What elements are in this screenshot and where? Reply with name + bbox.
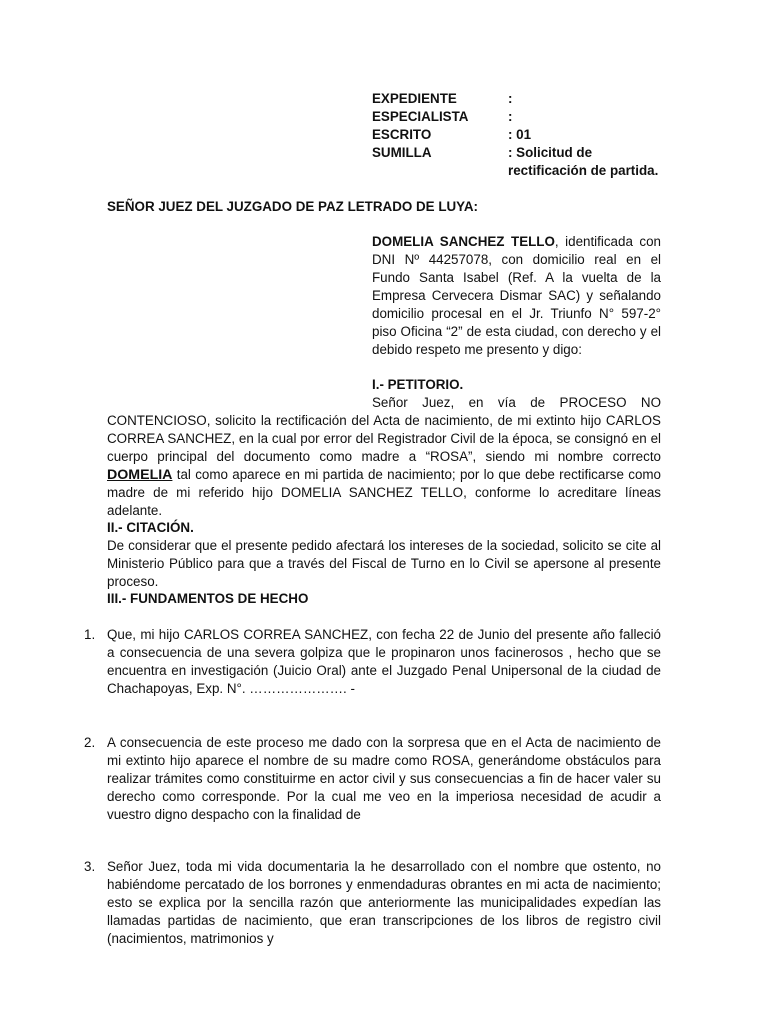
list-text: Que, mi hijo CARLOS CORREA SANCHEZ, con fecha 22 de Junio del presente año falleció a consecuencia de una severa golpiza que le propinaron unos facinerosos , hecho que se encuentra en investigación (Juicio Oral) ante el Juzgado Penal Unipersonal de la ciudad de Chachapoyas, Exp. N°. …………………. -: [107, 627, 661, 696]
petitorio-text-b: tal como aparece en mi partida de nacimiento; por lo que debe rectificarse como madre de mi referido hijo DOMELIA SANCHEZ TELLO, conforme lo acreditare líneas adelante.: [107, 467, 661, 518]
petitorio-first-line: Señor Juez, en vía de PROCESO NO: [372, 395, 661, 410]
addressee: SEÑOR JUEZ DEL JUZGADO DE PAZ LETRADO DE LUYA:: [107, 199, 479, 214]
header-row-especialista: [372, 108, 672, 126]
header-label: ESPECIALISTA: [372, 109, 469, 124]
list-number: 1.: [84, 627, 96, 642]
section-title-citacion: II.- CITACIÓN.: [107, 520, 194, 535]
header-label: ESCRITO: [372, 127, 432, 142]
header-value: : 01: [508, 127, 532, 142]
list-item: [84, 626, 664, 698]
list-item: [84, 734, 664, 824]
header-value: : Solicitud de rectificación de partida.: [508, 145, 659, 178]
section-title-fundamentos: III.- FUNDAMENTOS DE HECHO: [107, 591, 309, 606]
header-value: :: [508, 91, 513, 106]
section-title-petitorio: I.- PETITORIO.: [372, 377, 464, 392]
list-item: [84, 858, 664, 948]
petitorio-highlight: DOMELIA: [107, 467, 173, 483]
list-number: 2.: [84, 735, 96, 750]
list-number: 3.: [84, 859, 96, 874]
intro-paragraph: [372, 233, 661, 359]
list-text: Señor Juez, toda mi vida documentaria la he desarrollado con el nombre que ostento, no habiéndome percatado de los borrones y enmendaduras obrantes en mi acta de nacimiento; esto se explica por la sencilla razón que anteriormente las municipalidades expedían las llamadas partidas de nacimiento, que eran transcripciones de los libros de registro civil (nacimientos, matrimonios y: [107, 859, 661, 946]
header-value: :: [508, 109, 513, 124]
header-row-sumilla: [372, 144, 672, 180]
list-text: A consecuencia de este proceso me dado con la sorpresa que en el Acta de nacimiento de mi extinto hijo aparece el nombre de su madre como ROSA, generándome obstáculos para realizar trámites como constituirme en actor civil y sus consecuencias a fin de hacer valer su derecho como corresponde. Por la cual me veo en la imperiosa necesidad de acudir a vuestro digno despacho con la finalidad de: [107, 735, 661, 822]
petitorio-paragraph: [107, 412, 661, 520]
header-label: SUMILLA: [372, 145, 432, 160]
intro-text: , identificada con DNI Nº 44257078, con domicilio real en el Fundo Santa Isabel (Ref. A la vuelta de la Empresa Cervecera Dismar SAC) y señalando domicilio procesal en el Jr. Triunfo N° 597-2° piso Oficina “2” de esta ciudad, con derecho y el debido respeto me presento y digo:: [372, 234, 662, 357]
header-row-expediente: [372, 90, 672, 108]
petitorio-text-a: CONTENCIOSO, solicito la rectificación del Acta de nacimiento, de mi extinto hijo CARLOS CORREA SANCHEZ, en la cual por error del Registrador Civil de la época, se consignó en el cuerpo principal del documento como madre a “ROSA”, siendo mi nombre correcto: [107, 413, 661, 464]
petitioner-name: DOMELIA SANCHEZ TELLO: [372, 234, 555, 249]
header-label: EXPEDIENTE: [372, 91, 457, 106]
header-row-escrito: [372, 126, 672, 144]
case-header: [372, 90, 672, 180]
citacion-paragraph: De considerar que el presente pedido afectará los intereses de la sociedad, solicito se cite al Ministerio Público para que a través del Fiscal de Turno en lo Civil se apersone al presente proceso.: [107, 538, 661, 589]
